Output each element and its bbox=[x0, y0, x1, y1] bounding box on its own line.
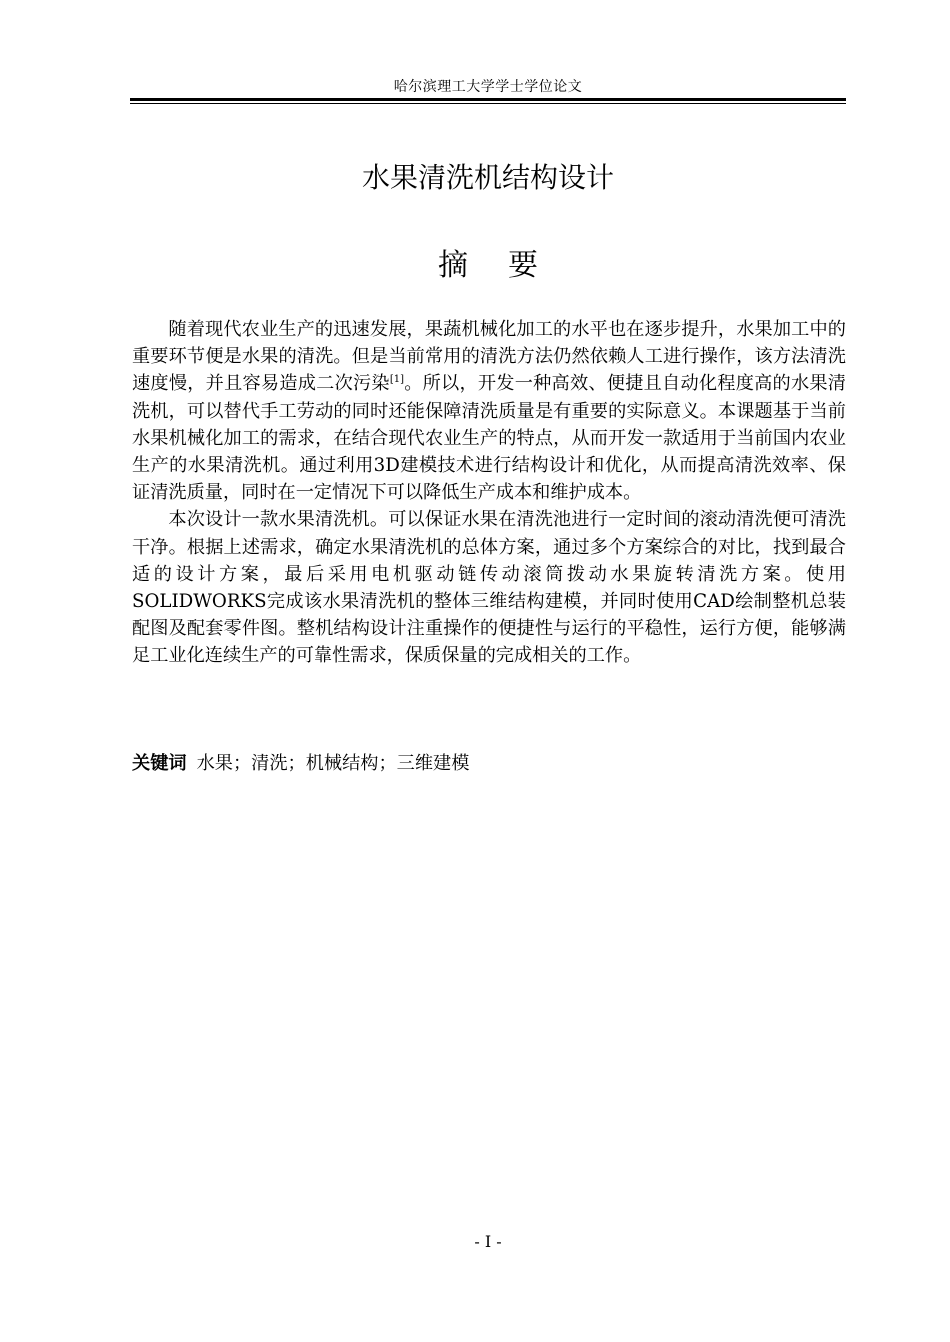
keywords-text: 水果；清洗；机械结构；三维建模 bbox=[196, 753, 470, 774]
thesis-title: 水果清洗机结构设计 bbox=[361, 161, 614, 194]
paragraph-1-text-a: 随着现代农业生产的迅速发展，果蔬机械化加工的水平也在逐步提升，水果加工中的重要环节便是水果的清洗。但是当前常用的清洗方法仍然依赖人工进行操作，该方法清洗速度慢，并且容易造成二次污染 bbox=[132, 319, 846, 395]
abstract-heading: 摘要 bbox=[438, 248, 578, 283]
abstract-body bbox=[132, 316, 846, 670]
page-number: - I - bbox=[474, 1232, 502, 1251]
running-header: 哈尔滨理工大学学士学位论文 bbox=[393, 79, 583, 95]
header-rule-thin bbox=[130, 103, 846, 104]
keywords-label: 关键词 bbox=[132, 753, 187, 774]
citation-marker: [1] bbox=[389, 374, 404, 386]
abstract-paragraph-2: 本次设计一款水果清洗机。可以保证水果在清洗池进行一定时间的滚动清洗便可清洗干净。根据上述需求，确定水果清洗机的总体方案，通过多个方案综合的对比，找到最合适的设计方案，最后采用电机驱动链传动滚筒拨动水果旋转清洗方案。使用SOLIDWORKS完成该水果清洗机的整体三维结构建模，并同时使用CAD绘制整机总装配图及配套零件图。整机结构设计注重操作的便捷性与运行的平稳性，运行方便，能够满足工业化连续生产的可靠性需求，保质保量的完成相关的工作。 bbox=[132, 509, 846, 667]
keywords-line bbox=[132, 750, 846, 777]
paragraph-1-text-b: 。所以，开发一种高效、便捷且自动化程度高的水果清洗机，可以替代手工劳动的同时还能保障清洗质量是有重要的实际意义。本课题基于当前水果机械化加工的需求，在结合现代农业生产的特点，从而开发一款适用于当前国内农业生产的水果清洗机。通过利用3D建模技术进行结构设计和优化，从而提高清洗效率、保证清洗质量，同时在一定情况下可以降低生产成本和维护成本。 bbox=[132, 373, 846, 504]
header-rule-thick bbox=[130, 98, 846, 101]
abstract-paragraph-1 bbox=[132, 316, 846, 506]
